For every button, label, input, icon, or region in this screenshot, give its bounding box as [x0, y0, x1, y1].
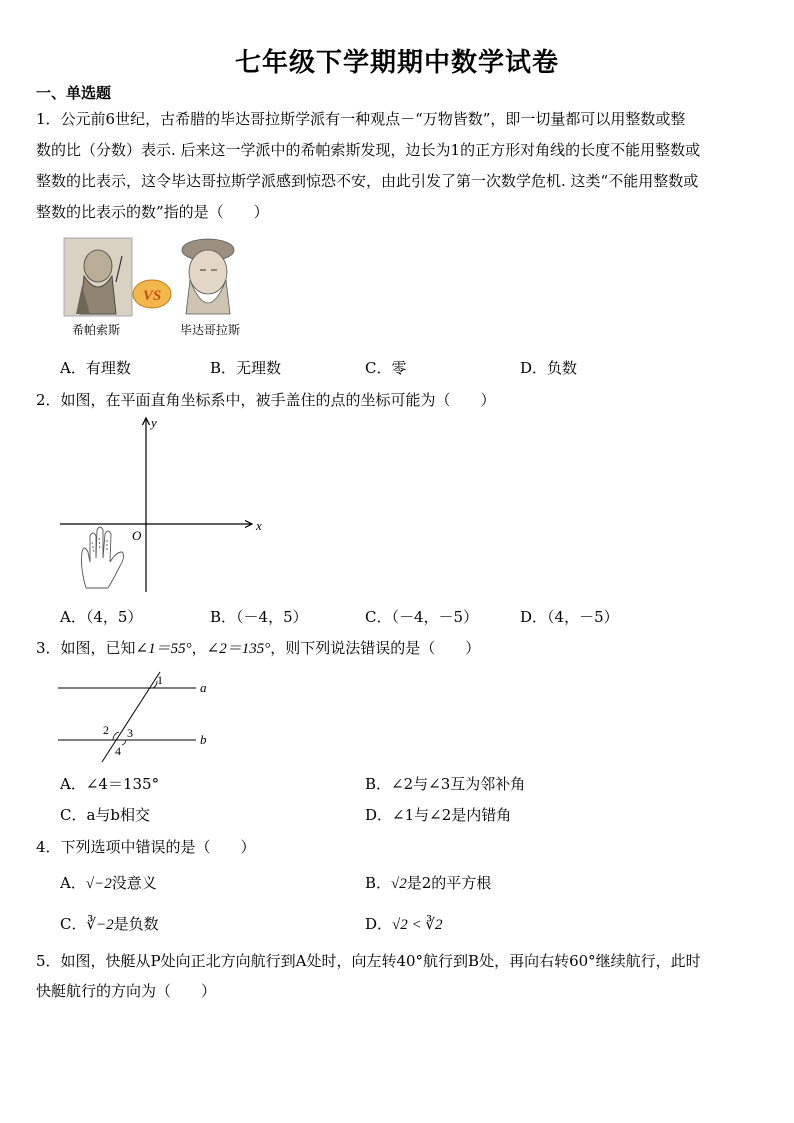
q5-line-1: 5．如图，快艇从P处向正北方向航行到A处时，向左转40°航行到B处，再向右转60°继续航行，此时 — [36, 952, 701, 970]
q3-stem-post: ，则下列说法错误的是（ ） — [270, 639, 481, 657]
q3-stem — [36, 637, 480, 658]
q4-a-math: √−2 — [85, 876, 112, 892]
origin-label: O — [132, 528, 142, 543]
q4-option-d[interactable]: D．√2 < ∛2 — [365, 915, 443, 933]
q2-option-c[interactable]: C．（－4，－5） — [365, 608, 479, 626]
q3-option-a[interactable]: A．∠4＝135° — [60, 775, 160, 793]
q3-option-c[interactable]: C．a与b相交 — [60, 806, 151, 824]
q3-given-angle-1: ∠1＝55° — [135, 641, 192, 657]
label-b: b — [200, 732, 207, 747]
q1-option-d[interactable]: D．负数 — [520, 359, 578, 377]
q1-line-3: 整数的比表示，这令毕达哥拉斯学派感到惊恐不安，由此引发了第一次数学危机. 这类“不能用整数或 — [36, 172, 699, 190]
q3-stem-pre: 3．如图，已知 — [36, 639, 136, 657]
q4-b-math: √2 — [391, 876, 407, 892]
angle-1-label: 1 — [157, 673, 163, 687]
q4-option-b[interactable]: B．√2是2的平方根 — [365, 874, 492, 892]
angle-3-label: 3 — [127, 726, 133, 740]
hippasus-portrait — [64, 238, 132, 316]
q4-c-math: ∛−2 — [86, 917, 114, 933]
q2-coordinate-figure — [56, 412, 276, 598]
q2-option-b[interactable]: B．（－4，5） — [210, 608, 308, 626]
q1-portraits-figure — [60, 236, 250, 344]
q3-comma: ， — [191, 639, 207, 657]
q1-option-a[interactable]: A．有理数 — [60, 359, 131, 377]
pythagoras-caption: 毕达哥拉斯 — [179, 323, 241, 337]
q3-given-angle-2: ∠2＝135° — [206, 641, 271, 657]
q4-d-math: √2 < ∛2 — [392, 917, 443, 933]
y-axis-label: y — [151, 415, 157, 430]
q2-option-a[interactable]: A．（4，5） — [60, 608, 143, 626]
q1-line-4: 整数的比表示的数”指的是（ ） — [36, 203, 269, 221]
q1-line-1: 1．公元前6世纪，古希腊的毕达哥拉斯学派有一种观点－“万物皆数”，即一切量都可以用整数或整 — [36, 110, 686, 128]
q3-option-d[interactable]: D．∠1与∠2是内错角 — [365, 806, 512, 824]
vs-badge — [133, 280, 171, 308]
q4-option-c[interactable]: C．∛−2是负数 — [60, 915, 159, 933]
q1-line-2: 数的比（分数）表示. 后来这一学派中的希帕索斯发现，边长为1的正方形对角线的长度不能用整数或 — [36, 141, 701, 159]
q5-line-2: 快艇航行的方向为（ ） — [36, 982, 217, 1000]
q2-option-d[interactable]: D．（4，－5） — [520, 608, 619, 626]
hand-icon — [82, 527, 124, 588]
q3-parallel-lines-figure — [56, 670, 216, 764]
svg-text:VS: VS — [142, 288, 162, 304]
label-a: a — [200, 680, 207, 695]
q4-option-a[interactable]: A．√−2没意义 — [60, 874, 157, 892]
q1-option-b[interactable]: B．无理数 — [210, 359, 282, 377]
q4-stem: 4．下列选项中错误的是（ ） — [36, 838, 256, 856]
section-heading: 一、单选题 — [36, 84, 112, 102]
transversal — [102, 672, 160, 762]
hippasus-caption: 希帕索斯 — [71, 323, 121, 337]
q3-option-b[interactable]: B．∠2与∠3互为邻补角 — [365, 775, 526, 793]
q1-option-c[interactable]: C．零 — [365, 359, 407, 377]
pythagoras-portrait — [182, 239, 234, 314]
q2-stem: 2．如图，在平面直角坐标系中，被手盖住的点的坐标可能为（ ） — [36, 391, 496, 409]
x-axis-label: x — [256, 518, 262, 533]
page-title: 七年级下学期期中数学试卷 — [234, 48, 559, 78]
angle-4-label: 4 — [115, 744, 121, 758]
angle-2-label: 2 — [103, 723, 109, 737]
